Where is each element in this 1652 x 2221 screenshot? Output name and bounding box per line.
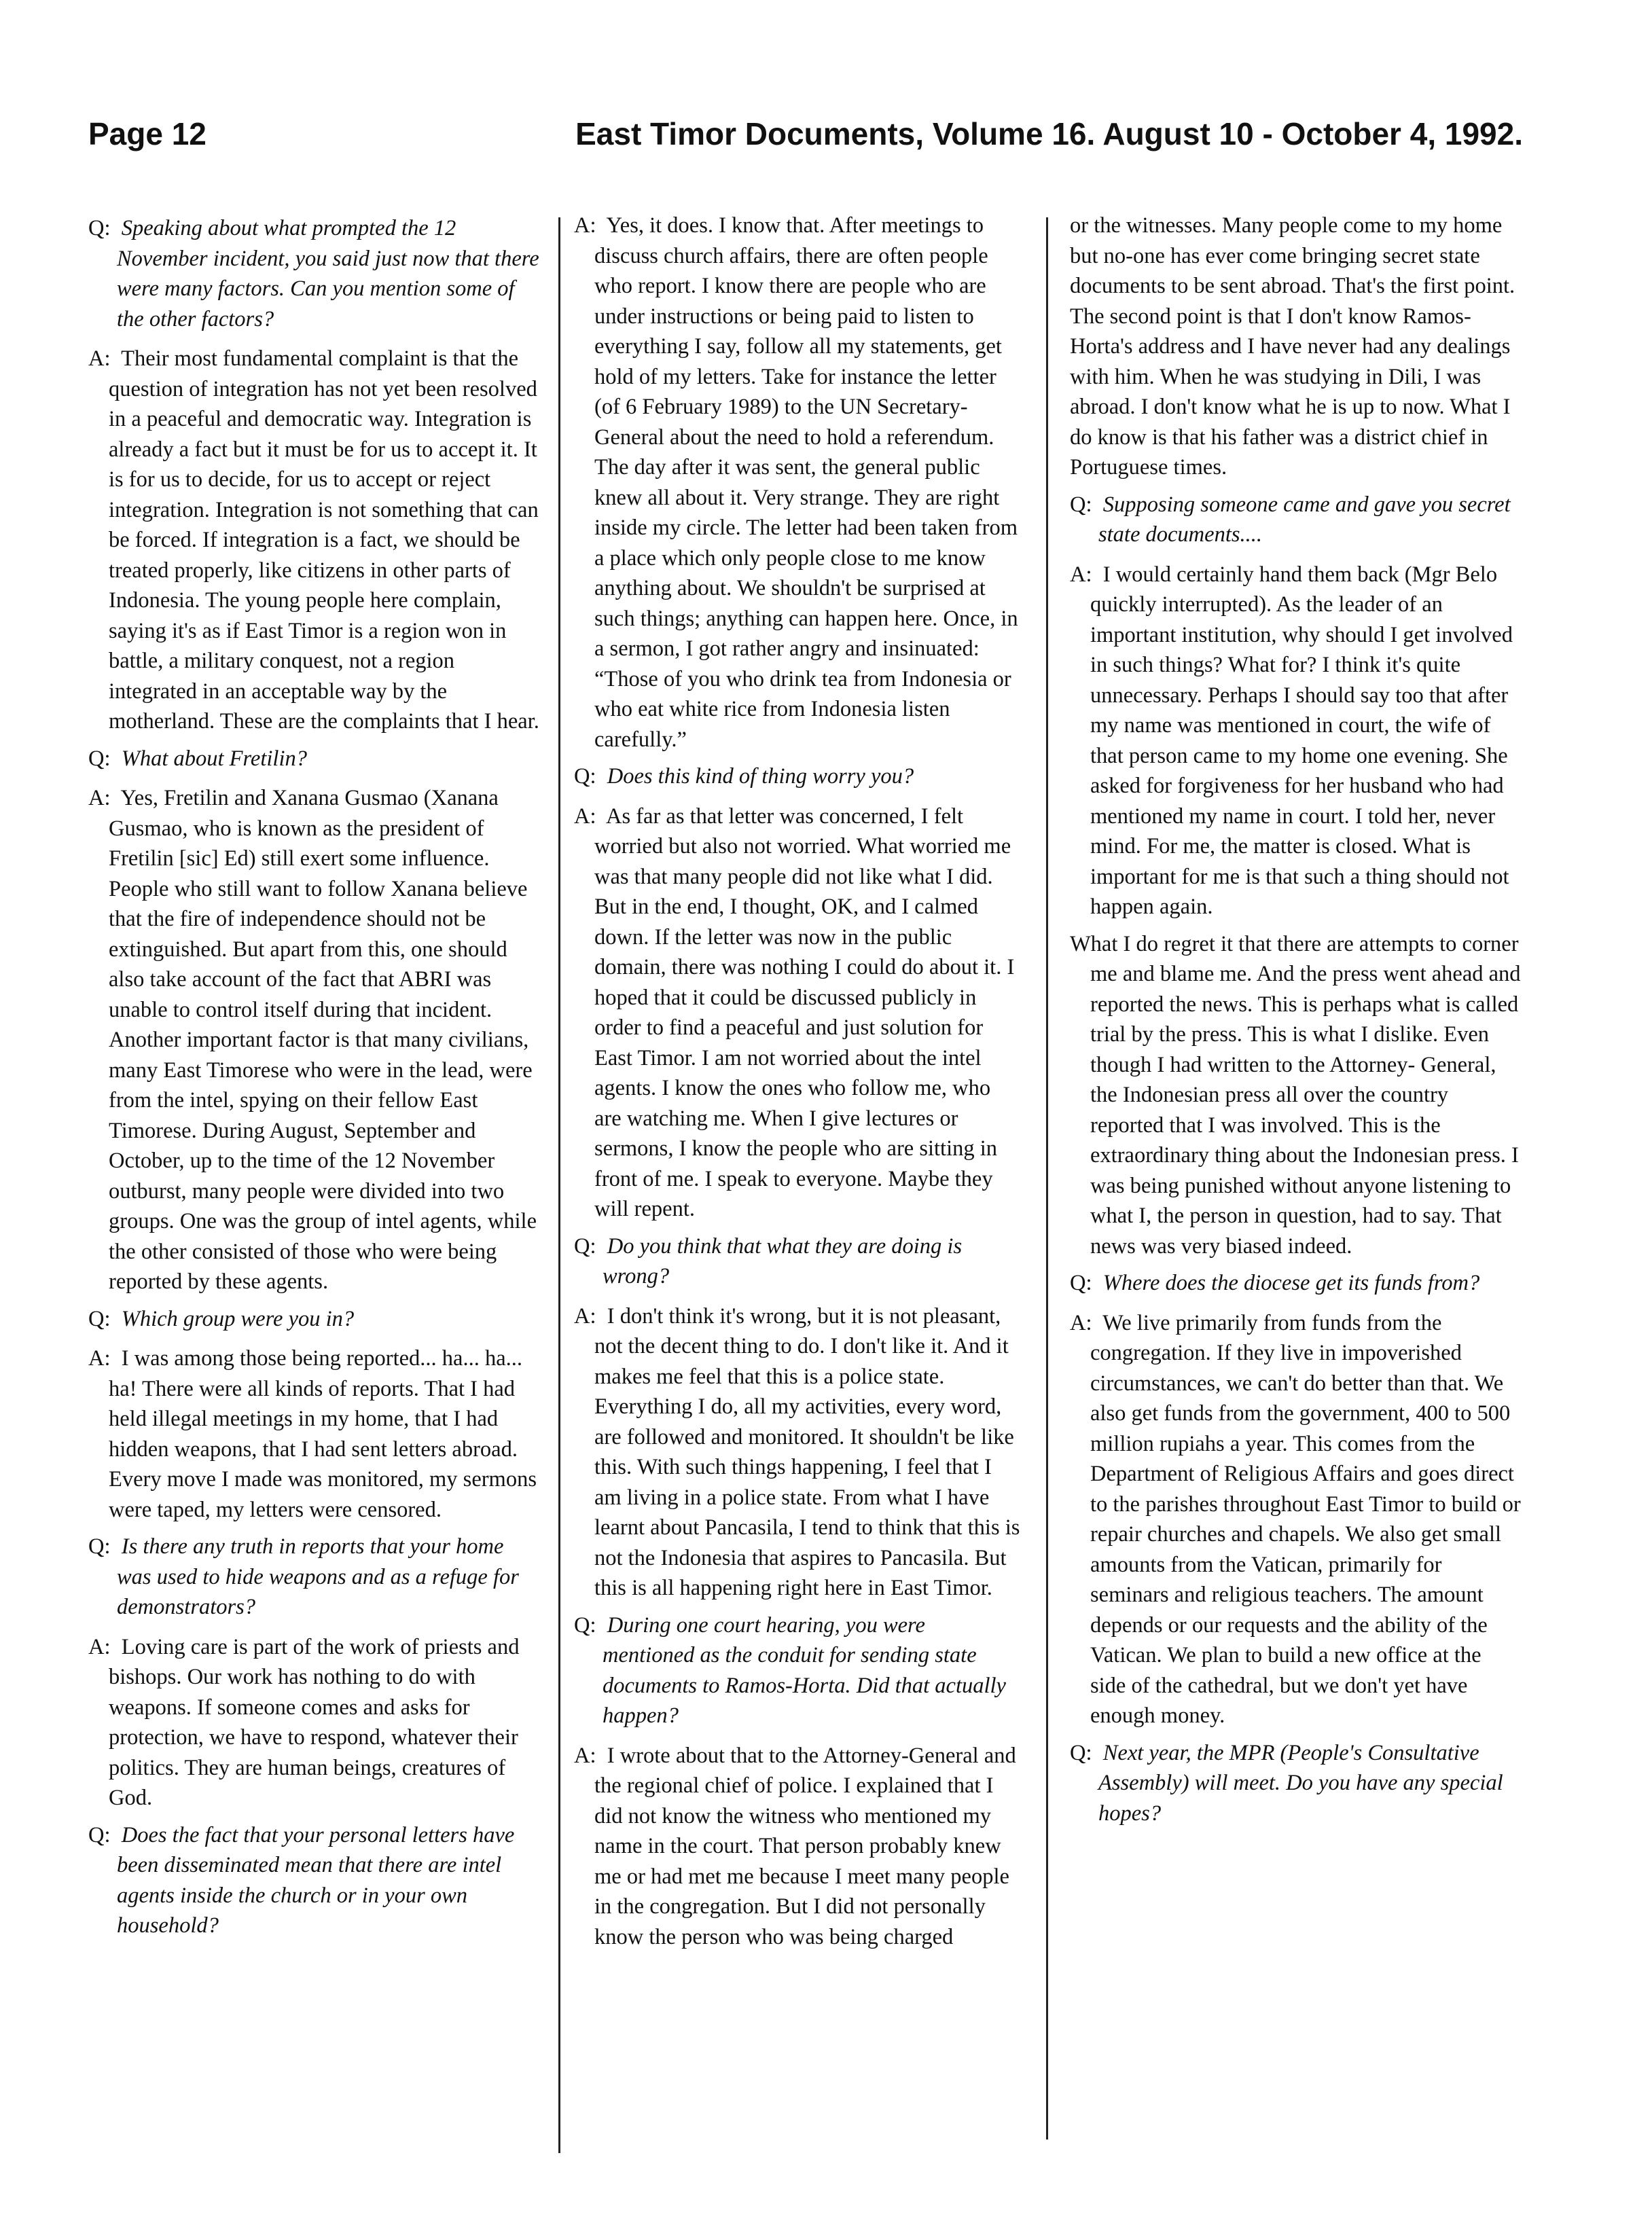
answer-label: A: — [88, 346, 111, 371]
question-label: Q: — [88, 1534, 111, 1559]
publication-title: East Timor Documents, Volume 16. August 10 - October 4, 1992. — [575, 116, 1523, 151]
question-label: Q: — [574, 1233, 596, 1259]
paragraph-text: Does the fact that your personal letters have been disseminated mean that there are intel agents inside the church or in your own household? — [117, 1822, 515, 1938]
paragraph-text: I would certainly hand them back (Mgr Belo quickly interrupted). As the leader of an important institution, why should I get involved in such things? What for? I think it's quite unnecessary. Perhaps I should say too that after my name was mentioned in court, the wife of that person came to my home one evening. She asked for forgiveness for her husband who had mentioned my name in court. I told her, never mind. For me, the matter is closed. What is important for me is that such a thing should not happen again. — [1090, 562, 1513, 919]
answer-label: A: — [88, 786, 111, 810]
answer-paragraph — [1070, 211, 1522, 483]
question-label: Q: — [574, 764, 596, 789]
paragraph-text: Which group were you in? — [121, 1306, 355, 1331]
answer-label: A: — [574, 1303, 596, 1329]
paragraph-text: Yes, it does. I know that. After meetings to discuss church affairs, there are often people who report. I know there are people who are under instructions or being paid to listen to everything I say, follow all my statements, get hold of my letters. Take for instance the letter (of 6 February 1989) to the UN Secretary-General about the need to hold a referendum. The day after it was sent, the general public knew all about it. Very strange. They are right inside my circle. The letter had been taken from a place which only people close to me know anything about. We shouldn't be surprised at such things; anything can happen here. Once, in a sermon, I got rather angry and insinuated: “Those of you who drink tea from Indonesia or who eat white rice from Indonesia listen carefully.” — [594, 213, 1018, 752]
answer-paragraph — [1070, 929, 1522, 1262]
question-label: Q: — [88, 746, 111, 771]
paragraph-text: Next year, the MPR (People's Consultative Assembly) will meet. Do you have any special hopes? — [1098, 1740, 1503, 1826]
paragraph-text: I was among those being reported... ha... ha... ha! There were all kinds of reports. That I had held illegal meetings in my home, that I had hidden weapons, that I had sent letters abroad. Every move I made was monitored, my sermons were taped, my letters were censored. — [109, 1346, 537, 1522]
question-paragraph — [88, 1304, 543, 1335]
answer-label: A: — [1070, 1310, 1092, 1335]
answer-paragraph — [574, 1741, 1022, 1953]
question-paragraph — [1070, 1268, 1522, 1299]
paragraph-text: I wrote about that to the Attorney-General and the regional chief of police. I explained that I did not know the witness who mentioned my name in the court. That person probably knew me or had met me because I meet many people in the congregation. But I did not personally know the person who was being charged — [594, 1743, 1016, 1949]
answer-paragraph — [574, 211, 1022, 755]
paragraph-text: What about Fretilin? — [121, 746, 307, 771]
question-label: Q: — [574, 1612, 596, 1638]
question-paragraph — [574, 1231, 1022, 1292]
column-divider — [1046, 217, 1048, 2139]
paragraph-text: Loving care is part of the work of priests and bishops. Our work has nothing to do with weapons. If someone comes and asks for protection, we have to respond, whatever their politics. They are human beings, creatures of God. — [109, 1634, 520, 1810]
answer-label: A: — [574, 1743, 596, 1768]
answer-label: A: — [574, 803, 596, 829]
paragraph-text: Speaking about what prompted the 12 November incident, you said just now that there were many factors. Can you mention some of the other factors? — [117, 216, 539, 331]
paragraph-text: Does this kind of thing worry you? — [607, 764, 914, 789]
question-paragraph — [1070, 490, 1522, 550]
question-label: Q: — [88, 1306, 111, 1331]
paragraph-text: or the witnesses. Many people come to my home but no-one has ever come bringing secret state documents to be sent abroad. That's the first point. The second point is that I don't know Ramos-Horta's address and I have never had any dealings with him. When he was studying in Dili, I was abroad. I don't know what he is up to now. What I do know is that his father was a district chief in Portuguese times. — [1070, 213, 1515, 480]
question-paragraph — [88, 213, 543, 334]
column-divider — [558, 217, 560, 2153]
answer-paragraph — [1070, 560, 1522, 922]
paragraph-text: Is there any truth in reports that your home was used to hide weapons and as a refuge for demonstrators? — [117, 1534, 519, 1619]
question-label: Q: — [1070, 492, 1092, 517]
answer-label: A: — [1070, 562, 1092, 587]
paragraph-text: What I do regret it that there are attempts to corner me and blame me. And the press went ahead and reported the news. This is perhaps what is called trial by the press. This is what I dislike. Even though I had written to the Attorney- General, the Indonesian press all over the country reported that I was involved. This is the extraordinary thing about the Indonesian press. I was being punished without anyone listening to what I, the person in question, had to say. That news was very biased indeed. — [1070, 931, 1521, 1259]
paragraph-text: As far as that letter was concerned, I felt worried but also not worried. What worried me was that many people did not like what I did. But in the end, I thought, OK, and I calmed down. If the letter was now in the public domain, there was nothing I could do about it. I hoped that it could be discussed publicly in order to find a peaceful and just solution for East Timor. I am not worried about the intel agents. I know the ones who follow me, who are watching me. When I give lectures or sermons, I know the people who are sitting in front of me. I speak to everyone. Maybe they will repent. — [594, 803, 1015, 1221]
page-number: Page 12 — [88, 116, 206, 151]
answer-paragraph — [88, 1632, 543, 1813]
paragraph-text: I don't think it's wrong, but it is not pleasant, not the decent thing to do. I don't like it. And it makes me feel that this is a police state. Everything I do, all my activities, every word, are followed and monitored. It shouldn't be like this. With such things happening, I feel that I am living in a police state. From what I have learnt about Pancasila, I tend to think that this is not the Indonesia that aspires to Pancasila. But this is all happening right here in East Timor. — [594, 1303, 1020, 1600]
paragraph-text: Their most fundamental complaint is that the question of integration has not yet been resolved in a peaceful and democratic way. Integration is already a fact but it must be for us to accept it. It is for us to decide, for us to accept or reject integration. Integration is not something that can be forced. If integration is a fact, we should be treated properly, like citizens in other parts of Indonesia. The young people here complain, saying it's as if East Timor is a region won in battle, a military conquest, not a region integrated in an acceptable way by the motherland. These are the complaints that I hear. — [109, 346, 539, 734]
page-header — [88, 115, 1523, 163]
answer-label: A: — [88, 1634, 111, 1659]
paragraph-text: Where does the diocese get its funds from? — [1102, 1271, 1480, 1295]
paragraph-text: Do you think that what they are doing is wrong? — [603, 1233, 963, 1288]
paragraph-text: We live primarily from funds from the congregation. If they live in impoverished circumstances, we can't do better than that. We also get funds from the government, 400 to 500 million rupiahs a year. This comes from the Department of Religious Affairs and goes direct to the parishes throughout East Timor to build or repair churches and chapels. We also get small amounts from the Vatican, primarily for seminars and religious teachers. The amount depends or our requests and the ability of the Vatican. We plan to build a new office at the side of the cathedral, but we don't yet have enough money. — [1090, 1310, 1521, 1728]
answer-paragraph — [574, 801, 1022, 1225]
question-paragraph — [88, 1532, 543, 1623]
question-paragraph — [88, 1820, 543, 1941]
answer-paragraph — [88, 344, 543, 737]
question-label: Q: — [88, 216, 111, 240]
paragraph-text: Supposing someone came and gave you secret state documents.... — [1098, 492, 1511, 547]
question-paragraph — [574, 1610, 1022, 1731]
paragraph-text: Yes, Fretilin and Xanana Gusmao (Xanana Gusmao, who is known as the president of Fretilin [sic] Ed) still exert some influence. People who still want to follow Xanana believe that the fire of independence should not be extinguished. But apart from this, one should also take account of the fact that ABRI was unable to control itself during that incident. Another important factor is that many civilians, many East Timorese who were in the lead, were from the intel, spying on their fellow East Timorese. During August, September and October, up to the time of the 12 November outburst, many people were divided into two groups. One was the group of intel agents, while the other consisted of those who were being reported by these agents. — [109, 786, 537, 1294]
answer-label: A: — [574, 213, 596, 238]
question-label: Q: — [1070, 1740, 1092, 1765]
answer-paragraph — [88, 783, 543, 1297]
question-paragraph — [88, 744, 543, 774]
answer-paragraph — [1070, 1308, 1522, 1731]
question-paragraph — [574, 761, 1022, 792]
column-2 — [574, 211, 1022, 1959]
column-3 — [1070, 211, 1522, 1838]
question-label: Q: — [88, 1822, 111, 1847]
question-paragraph — [1070, 1738, 1522, 1829]
paragraph-text: During one court hearing, you were mentioned as the conduit for sending state documents to Ramos-Horta. Did that actually happen? — [603, 1612, 1006, 1728]
answer-paragraph — [88, 1343, 543, 1525]
answer-paragraph — [574, 1301, 1022, 1604]
column-1 — [88, 211, 543, 1951]
answer-label: A: — [88, 1346, 111, 1371]
question-label: Q: — [1070, 1271, 1092, 1295]
